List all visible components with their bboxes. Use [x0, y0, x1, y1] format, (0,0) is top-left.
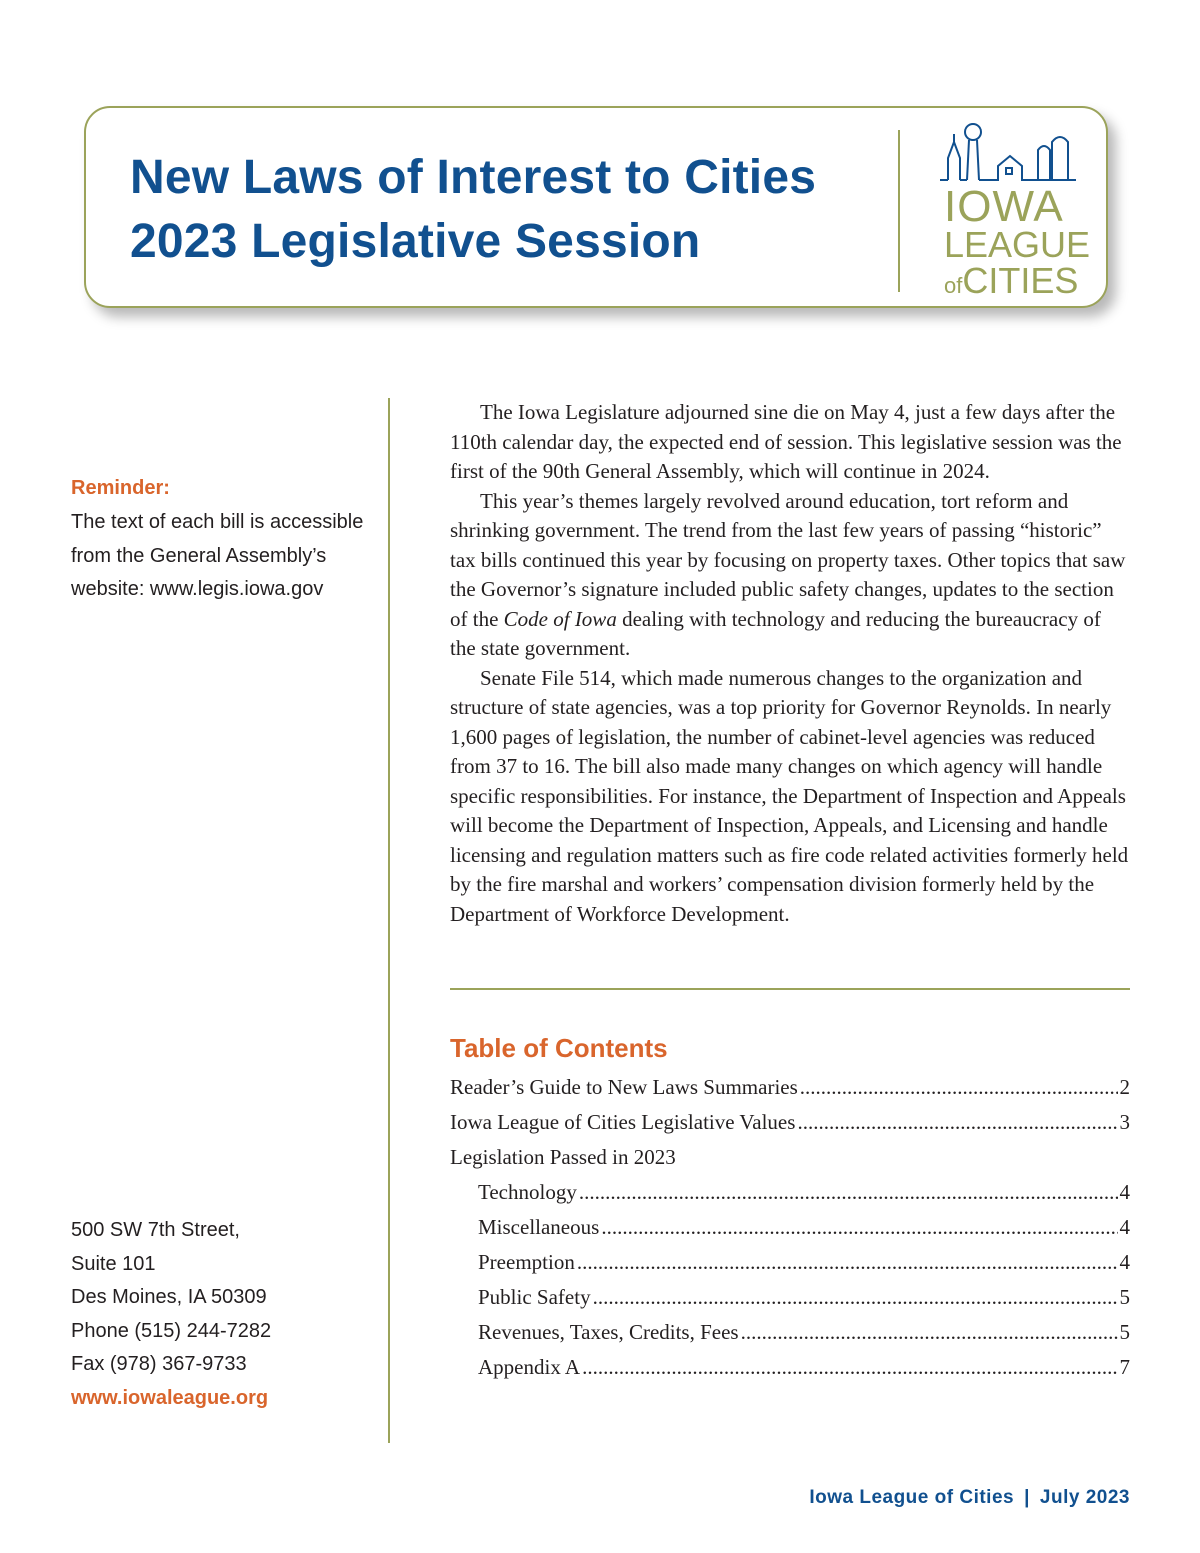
- toc-entry-page: 3: [1119, 1110, 1130, 1134]
- toc-entry-page: 4: [1119, 1180, 1130, 1204]
- page-title-line-1: New Laws of Interest to Cities: [130, 151, 817, 204]
- toc-entry-technology[interactable]: [450, 1175, 1130, 1210]
- toc-entry-label: Legislation Passed in 2023: [450, 1145, 676, 1169]
- toc-entry-label: Reader’s Guide to New Laws Summaries: [450, 1075, 798, 1099]
- logo-text-of: of: [944, 273, 963, 298]
- footer-org: Iowa League of Cities: [809, 1487, 1015, 1508]
- header-divider: [898, 130, 900, 292]
- toc-entry-page: 5: [1119, 1285, 1130, 1309]
- address-city: Des Moines, IA 50309: [71, 1286, 267, 1308]
- toc-leader-dots: [582, 1350, 1117, 1385]
- toc-entry-readers-guide[interactable]: [450, 1070, 1130, 1105]
- toc-entry-label: Appendix A: [478, 1355, 581, 1379]
- code-of-iowa-italic: Code of Iowa: [503, 606, 617, 631]
- toc-entry-label: Iowa League of Cities Legislative Values: [450, 1110, 796, 1134]
- toc-entry-page: 4: [1119, 1215, 1130, 1239]
- website-link[interactable]: www.iowaleague.org: [71, 1386, 269, 1409]
- toc-heading: Table of Contents: [450, 1033, 668, 1063]
- toc-entry-appendix-a[interactable]: [450, 1350, 1130, 1385]
- toc-leader-dots: [797, 1105, 1117, 1140]
- toc-entry-label: Public Safety: [478, 1285, 591, 1309]
- intro-paragraph-1: The Iowa Legislature adjourned sine die on May 4, just a few days after the 110th calendar day, the expected end of session. This legislative session was the first of the 90th General Assembly, which will continue in 2024.: [450, 400, 1122, 483]
- logo-text-cities: [944, 260, 1079, 301]
- section-divider: [450, 988, 1130, 990]
- address-street: 500 SW 7th Street,: [71, 1219, 240, 1241]
- toc-leader-dots: [800, 1070, 1118, 1105]
- toc-leader-dots: [579, 1175, 1118, 1210]
- footer-date: July 2023: [1039, 1487, 1130, 1508]
- logo-text-iowa: IOWA: [944, 182, 1064, 231]
- toc-entry-page: 5: [1119, 1320, 1130, 1344]
- toc-entry-preemption[interactable]: [450, 1245, 1130, 1280]
- toc-entry-page: 2: [1119, 1075, 1130, 1099]
- toc-leader-dots: [593, 1280, 1118, 1315]
- address-fax: Fax (978) 367-9733: [71, 1353, 247, 1375]
- toc-entry-miscellaneous[interactable]: [450, 1210, 1130, 1245]
- reminder-text: The text of each bill is accessible from the General Assembly’s website: www.legis.iowa.gov: [71, 511, 364, 600]
- intro-paragraph-2-start: This year’s themes largely revolved around education, tort reform and shrinking government. The trend from the last few years of passing “historic” tax bills continued this year by focusing on property taxes. Other topics that saw the Governor’s signature included public safety changes, updates to the section of the: [450, 488, 1126, 631]
- intro-paragraph-2: [450, 487, 1130, 664]
- address-suite: Suite 101: [71, 1252, 156, 1275]
- logo-text-cities-word: CITIES: [962, 260, 1079, 301]
- toc-entry-label: Revenues, Taxes, Credits, Fees: [478, 1320, 739, 1344]
- intro-paragraph-3: Senate File 514, which made numerous changes to the organization and structure of state agencies, was a top priority for Governor Reynolds. In nearly 1,600 pages of legislation, the number of cabinet-level agencies was reduced from 37 to 16. The bill also made many changes on which agency will handle specific responsibilities. For instance, the Department of Inspection and Appeals will become the Department of Inspection, Appeals, and Licensing and handle licensing and regulation matters such as fire code related activities formerly held by the fire marshal and workers’ compensation division formerly held by the Department of Workforce Development.: [450, 665, 1129, 926]
- table-of-contents: [450, 1070, 1130, 1385]
- toc-entry-label: Technology: [478, 1180, 577, 1204]
- address-phone: Phone (515) 244-7282: [71, 1319, 272, 1342]
- toc-entry-legislation-passed: [450, 1140, 1130, 1175]
- header-banner: [84, 106, 1108, 308]
- footer-separator: |: [1024, 1487, 1030, 1508]
- toc-entry-page: 4: [1119, 1250, 1130, 1274]
- toc-entry-label: Miscellaneous: [478, 1215, 600, 1239]
- toc-leader-dots: [577, 1245, 1118, 1280]
- page-title-line-2: 2023 Legislative Session: [130, 215, 701, 268]
- toc-leader-dots: [601, 1210, 1117, 1245]
- intro-body: [450, 398, 1130, 929]
- toc-entry-public-safety[interactable]: [450, 1280, 1130, 1315]
- logo-text-league: LEAGUE: [944, 224, 1091, 265]
- toc-entry-revenues[interactable]: [450, 1315, 1130, 1350]
- intro-paragraph-2-end: dealing with technology and reducing the bureaucracy of the state government.: [450, 606, 1101, 660]
- toc-entry-label: Preemption: [478, 1250, 575, 1274]
- contact-address: [71, 1214, 271, 1415]
- toc-leader-dots: [741, 1315, 1118, 1350]
- toc-entry-page: 7: [1119, 1355, 1130, 1379]
- city-skyline-icon: [934, 122, 1084, 186]
- toc-entry-legislative-values[interactable]: [450, 1105, 1130, 1140]
- column-divider: [388, 398, 390, 1443]
- iowa-league-logo: [934, 122, 1091, 301]
- reminder-label: Reminder:: [71, 477, 170, 499]
- page-footer: [809, 1487, 1130, 1509]
